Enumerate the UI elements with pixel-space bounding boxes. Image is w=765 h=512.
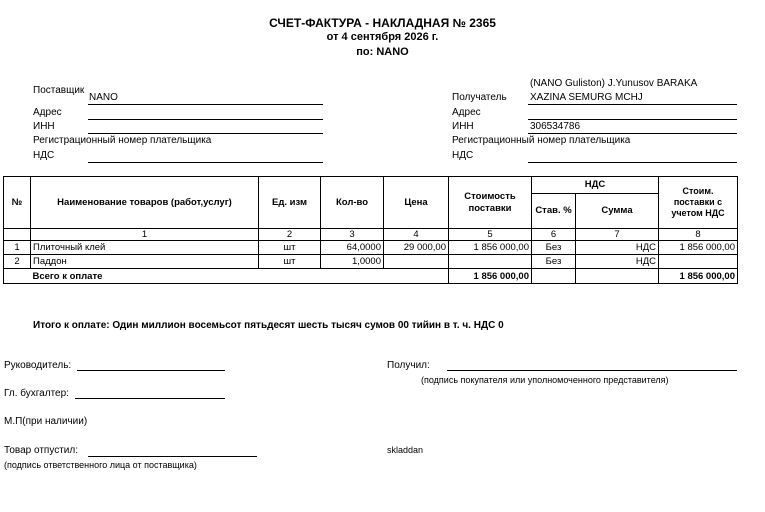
total-cost: 1 856 000,00 [449,269,532,284]
supplier-vat-line [88,162,323,163]
row-name: Плиточный клей [31,241,259,255]
header-num: № [4,177,31,229]
row-price [384,255,449,269]
table-row [4,241,738,255]
row-unit: шт [259,241,321,255]
document-date: от 4 сентября 2026 г. [326,31,439,43]
accountant-sign-line [75,398,225,399]
row-num: 1 [4,241,31,255]
col-number: 5 [449,229,532,241]
supplier-inn-line [88,133,323,134]
document-title: СЧЕТ-ФАКТУРА - НАКЛАДНАЯ № 2365 [269,16,496,30]
row-vat-sum: НДС [576,241,659,255]
recipient-inn-line [528,133,737,134]
row-num: 2 [4,255,31,269]
director-sign-line [77,370,225,371]
row-total [659,255,738,269]
col-number: 2 [259,229,321,241]
recipient-address-label: Адрес [452,107,481,118]
invoice-table [3,176,738,284]
recipient-name-line2: XAZINA SEMURG MCHJ [530,92,643,103]
recipient-vat-label: НДС [452,150,474,161]
row-unit: шт [259,255,321,269]
col-number: 1 [31,229,259,241]
received-note: (подпись покупателя или уполномоченного представителя) [421,375,669,385]
header-unit: Ед. изм [259,177,321,229]
received-sign-line [447,370,737,371]
recipient-name-line1: (NANO Guliston) J.Yunusov BARAKA [530,78,698,89]
director-label: Руководитель: [4,360,72,371]
col-number [4,229,31,241]
supplier-vat-label: НДС [33,150,55,161]
total-row [4,269,738,284]
warehouse-note: skladdan [387,445,424,455]
recipient-vat-line [528,162,737,163]
header-vat-rate: Став. % [532,194,576,229]
col-number: 7 [576,229,659,241]
header-name: Наименование товаров (работ,услуг) [31,177,259,229]
row-cost: 1 856 000,00 [449,241,532,255]
supplier-name: NANO [89,92,118,103]
recipient-address-line [528,119,737,120]
amount-in-words: Итого к оплате: Один миллион восемьсот пятьдесят шесть тысяч сумов 00 тийин в т. ч. НДС 0 [33,320,504,331]
stamp-label: М.П(при наличии) [4,416,87,427]
header-cost: Стоимость поставки [449,177,532,229]
row-name: Паддон [31,255,259,269]
recipient-name-line [528,104,737,105]
supplier-address-line [88,119,323,120]
row-vat-rate: Без [532,241,576,255]
supplier-address-label: Адрес [33,107,62,118]
header-vat-sum: Сумма [576,194,659,229]
header-vat-group: НДС [532,177,659,194]
table-row [4,255,738,269]
col-number: 4 [384,229,449,241]
supplier-inn-label: ИНН [33,121,55,132]
recipient-inn-label: ИНН [452,121,474,132]
header-price: Цена [384,177,449,229]
document-contract: по: NANO [356,46,409,58]
accountant-label: Гл. бухгалтер: [4,388,69,399]
row-cost [449,255,532,269]
recipient-inn: 306534786 [530,121,581,132]
header-qty: Кол-во [321,177,384,229]
row-price: 29 000,00 [384,241,449,255]
received-label: Получил: [387,360,430,371]
total-with-vat: 1 856 000,00 [659,269,738,284]
recipient-reg-label: Регистрационный номер плательщика [452,135,631,146]
supplier-reg-label: Регистрационный номер плательщика [33,135,212,146]
row-qty: 64,0000 [321,241,384,255]
col-number: 6 [532,229,576,241]
header-total: Стоим. поставки с учетом НДС [659,177,738,229]
total-label: Всего к оплате [31,269,449,284]
released-sign-line [88,456,257,457]
col-number: 3 [321,229,384,241]
row-vat-sum: НДС [576,255,659,269]
released-note: (подпись ответственного лица от поставщика) [4,460,197,470]
row-total: 1 856 000,00 [659,241,738,255]
supplier-label: Поставщик [33,85,85,96]
row-qty: 1,0000 [321,255,384,269]
recipient-label: Получатель [452,92,507,103]
supplier-name-line [88,104,323,105]
released-label: Товар отпустил: [4,445,78,456]
row-vat-rate: Без [532,255,576,269]
col-number: 8 [659,229,738,241]
